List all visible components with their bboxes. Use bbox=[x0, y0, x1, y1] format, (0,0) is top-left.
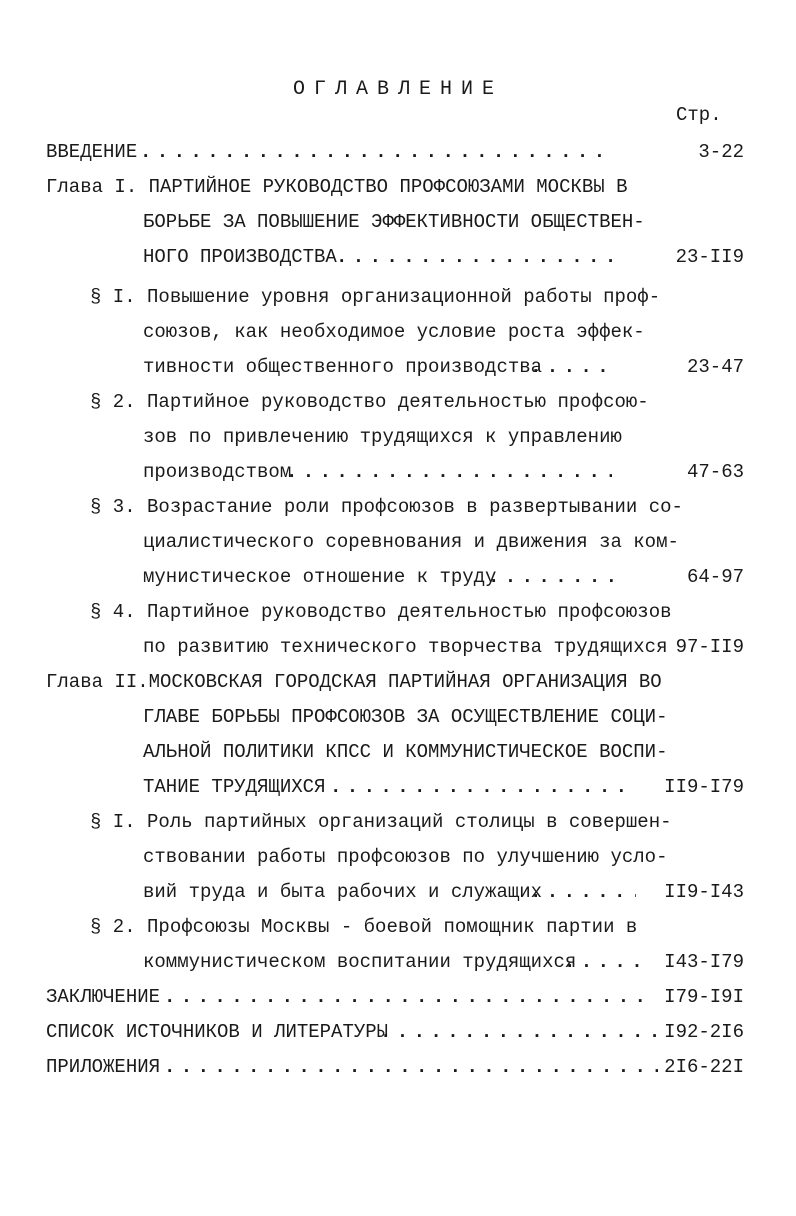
toc-entry-introduction-line: ВВЕДЕНИЕ bbox=[46, 141, 138, 163]
toc-leader-dots bbox=[164, 1055, 658, 1079]
toc-section-2-1-line-1: § I. Роль партийных организаций столицы в совершен- bbox=[90, 811, 672, 833]
toc-section-1-2-pages: 47-63 bbox=[686, 461, 744, 483]
toc-section-2-1-pages: II9-I43 bbox=[664, 881, 744, 903]
toc-section-1-3-pages: 64-97 bbox=[686, 566, 744, 588]
toc-entry-conclusion-pages: I79-I9I bbox=[664, 986, 744, 1008]
toc-leader-dots bbox=[164, 985, 648, 1009]
toc-entry-bibliography-line: СПИСОК ИСТОЧНИКОВ И ЛИТЕРАТУРЫ bbox=[46, 1021, 389, 1043]
toc-chapter-1-line-1: Глава I. ПАРТИЙНОЕ РУКОВОДСТВО ПРОФСОЮЗАМИ МОСКВЫ В bbox=[46, 176, 628, 198]
toc-entry-introduction-pages: 3-22 bbox=[698, 141, 744, 163]
toc-leader-dots bbox=[488, 565, 624, 589]
toc-section-1-2-line-3: производством bbox=[143, 461, 292, 483]
toc-chapter-1-line-2: БОРЬБЕ ЗА ПОВЫШЕНИЕ ЭФФЕКТИВНОСТИ ОБЩЕСТВЕН- bbox=[143, 211, 645, 233]
toc-section-1-4-pages: 97-II9 bbox=[675, 636, 744, 658]
toc-section-2-1-line-2: ствовании работы профсоюзов по улучшению усло- bbox=[143, 846, 668, 868]
page-column-label: Стр. bbox=[676, 104, 722, 126]
toc-chapter-2-line-3: АЛЬНОЙ ПОЛИТИКИ КПСС И КОММУНИСТИЧЕСКОЕ ВОСПИ- bbox=[143, 741, 668, 763]
toc-chapter-2-line-2: ГЛАВЕ БОРЬБЫ ПРОФСОЮЗОВ ЗА ОСУЩЕСТВЛЕНИЕ СОЦИ- bbox=[143, 706, 668, 728]
toc-section-2-2-line-1: § 2. Профсоюзы Москвы - боевой помощник партии в bbox=[90, 916, 638, 938]
toc-leader-dots bbox=[336, 245, 612, 269]
toc-entry-appendices-line: ПРИЛОЖЕНИЯ bbox=[46, 1056, 161, 1078]
toc-section-1-1-line-2: союзов, как необходимое условие роста эффек- bbox=[143, 321, 645, 343]
toc-leader-dots bbox=[286, 460, 612, 484]
toc-chapter-1-line-3: НОГО ПРОИЗВОДСТВА bbox=[143, 246, 337, 268]
toc-entry-bibliography-pages: I92-2I6 bbox=[664, 1021, 744, 1043]
toc-leader-dots bbox=[140, 140, 612, 164]
toc-section-2-1-line-3: вий труда и быта рабочих и служащих bbox=[143, 881, 543, 903]
toc-section-1-3-line-3: мунистическое отношение к труду bbox=[143, 566, 497, 588]
toc-section-1-3-line-1: § 3. Возрастание роли профсоюзов в развертывании со- bbox=[90, 496, 683, 518]
toc-section-1-1-pages: 23-47 bbox=[686, 356, 744, 378]
toc-section-1-4-line-2: по развитию технического творчества трудящихся bbox=[143, 636, 668, 658]
toc-leader-dots bbox=[530, 355, 612, 379]
toc-chapter-2-pages: II9-I79 bbox=[664, 776, 744, 798]
toc-leader-dots bbox=[330, 775, 636, 799]
toc-entry-conclusion-line: ЗАКЛЮЧЕНИЕ bbox=[46, 986, 161, 1008]
toc-entry-appendices-pages: 2I6-22I bbox=[664, 1056, 744, 1078]
page-title: ОГЛАВЛЕНИЕ bbox=[292, 78, 504, 101]
toc-leader-dots bbox=[530, 880, 636, 904]
toc-section-1-1-line-3: тивности общественного производства bbox=[143, 356, 543, 378]
toc-section-1-3-line-2: циалистического соревнования и движения за ком- bbox=[143, 531, 679, 553]
toc-section-2-2-line-2: коммунистическом воспитании трудящихся bbox=[143, 951, 577, 973]
toc-leader-dots bbox=[564, 950, 648, 974]
toc-section-1-1-line-1: § I. Повышение уровня организационной работы проф- bbox=[90, 286, 661, 308]
toc-chapter-2-line-1: Глава II.МОСКОВСКАЯ ГОРОДСКАЯ ПАРТИЙНАЯ ОРГАНИЗАЦИЯ ВО bbox=[46, 671, 662, 693]
toc-leader-dots bbox=[380, 1020, 658, 1044]
toc-chapter-1-pages: 23-II9 bbox=[675, 246, 744, 268]
toc-section-1-2-line-2: зов по привлечению трудящихся к управлению bbox=[143, 426, 622, 448]
toc-section-1-4-line-1: § 4. Партийное руководство деятельностью профсоюзов bbox=[90, 601, 672, 623]
toc-section-2-2-pages: I43-I79 bbox=[664, 951, 744, 973]
toc-section-1-2-line-1: § 2. Партийное руководство деятельностью профсою- bbox=[90, 391, 649, 413]
toc-chapter-2-line-4: ТАНИЕ ТРУДЯЩИХСЯ bbox=[143, 776, 326, 798]
